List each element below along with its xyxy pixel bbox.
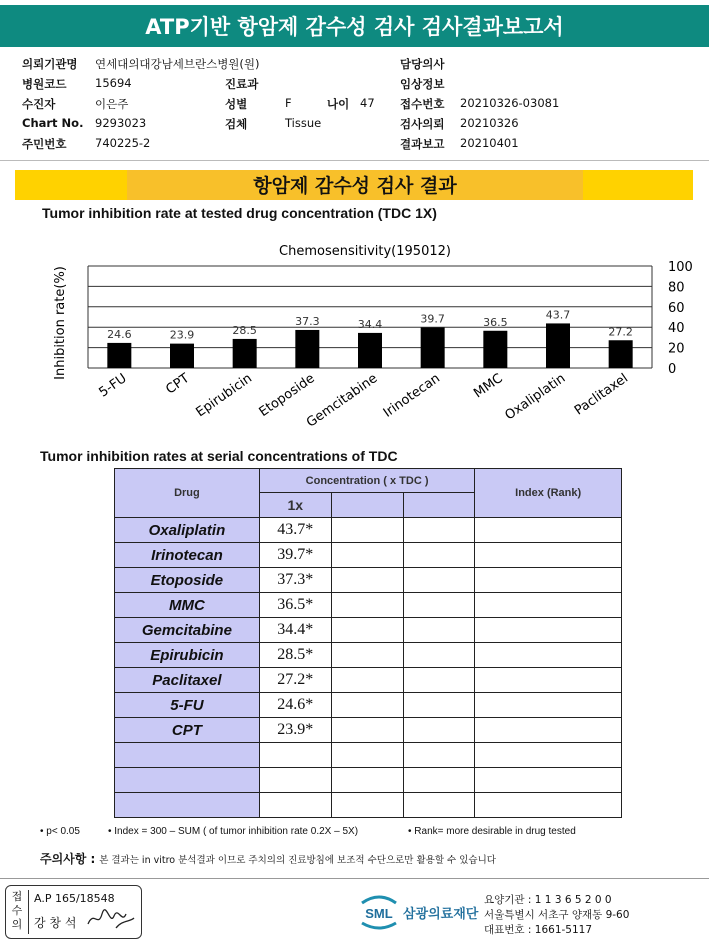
empty-conc-cell (403, 518, 475, 543)
index-cell (475, 718, 622, 743)
table-row (115, 668, 622, 693)
empty-conc-cell (331, 618, 403, 643)
age-value: 47 (360, 96, 375, 110)
results-table (114, 468, 622, 818)
value-1x-cell: 28.5* (259, 643, 331, 668)
drug-header: Drug (115, 469, 260, 518)
drug-cell (115, 768, 260, 793)
bar (358, 333, 382, 368)
index-cell (475, 668, 622, 693)
drug-cell: Etoposide (115, 568, 260, 593)
index-header: Index (Rank) (475, 469, 622, 518)
index-cell (475, 518, 622, 543)
empty-conc-cell (331, 768, 403, 793)
value-1x-cell (259, 743, 331, 768)
table-row (115, 693, 622, 718)
hospital-code-label: 병원코드 (22, 77, 67, 91)
x-tick-label: Irinotecan (380, 370, 443, 421)
y-axis-label: Inhibition rate(%) (53, 266, 68, 380)
signature-stamp (5, 885, 142, 939)
empty-conc-cell (403, 643, 475, 668)
table-row (115, 768, 622, 793)
caution-label: 주의사항 : (40, 852, 96, 866)
index-cell (475, 768, 622, 793)
value-1x-cell: 39.7* (259, 543, 331, 568)
data-label: 34.4 (357, 317, 383, 331)
report-date-label: 결과보고 (400, 137, 445, 151)
empty-conc-cell (331, 568, 403, 593)
stamp-name: 강 창 석 (34, 916, 77, 930)
empty-conc-cell (403, 693, 475, 718)
data-label: 27.2 (608, 325, 633, 339)
table-row (115, 543, 622, 568)
footer-divider (0, 878, 709, 879)
chart-title: Chemosensitivity(195012) (279, 244, 451, 259)
index-cell (475, 543, 622, 568)
drug-cell: 5-FU (115, 693, 260, 718)
chemosensitivity-chart (40, 232, 700, 432)
drug-cell: Gemcitabine (115, 618, 260, 643)
value-1x-cell: 34.4* (259, 618, 331, 643)
section2-title: Tumor inhibition rates at serial concentrations of TDC (40, 448, 398, 464)
bar (483, 331, 507, 368)
logo-text: SML (365, 906, 393, 921)
org-name: 삼광의료재단 (403, 907, 479, 922)
x-tick-label: Etoposide (256, 370, 318, 421)
conc-col-2 (331, 493, 403, 518)
drug-cell: Epirubicin (115, 643, 260, 668)
table-row (115, 618, 622, 643)
data-label: 37.3 (295, 314, 320, 328)
rrn-value: 740225-2 (95, 136, 151, 150)
doctor-label: 담당의사 (400, 57, 445, 71)
empty-conc-cell (331, 668, 403, 693)
x-tick-label: MMC (471, 370, 506, 402)
report-title: ATP기반 항암제 감수성 검사 검사결과보고서 (0, 5, 709, 47)
drug-cell: Oxaliplatin (115, 518, 260, 543)
x-tick-label: Oxaliplatin (502, 370, 569, 424)
signature-icon (86, 906, 136, 932)
bar (170, 344, 194, 368)
empty-conc-cell (331, 643, 403, 668)
y-tick-label: 80 (668, 280, 685, 296)
empty-conc-cell (331, 518, 403, 543)
empty-conc-cell (403, 618, 475, 643)
value-1x-cell (259, 793, 331, 818)
age-label: 나이 (327, 97, 350, 111)
y-tick-label: 0 (668, 362, 677, 377)
org-address: 서울특별시 서초구 양재동 9-60 (484, 909, 630, 921)
caution-row (40, 850, 496, 867)
org-contact (484, 893, 629, 938)
institution-label: 의뢰기관명 (22, 57, 78, 71)
footnote-rank: • Rank= more desirable in drug tested (408, 826, 576, 837)
sex-label: 성별 (225, 97, 248, 111)
bar (421, 328, 445, 368)
stamp-id: A.P 165/18548 (34, 892, 115, 905)
index-cell (475, 793, 622, 818)
examinee-label: 수진자 (22, 97, 56, 111)
bar (233, 339, 257, 368)
empty-conc-cell (403, 593, 475, 618)
concentration-header: Concentration ( x TDC ) (259, 469, 475, 493)
request-value: 20210326 (460, 116, 519, 130)
index-cell (475, 593, 622, 618)
bar (546, 323, 570, 368)
bar (609, 340, 633, 368)
index-cell (475, 568, 622, 593)
y-tick-label: 40 (668, 321, 685, 337)
data-label: 24.6 (107, 327, 132, 341)
x-tick-label: 5-FU (96, 370, 130, 401)
x-tick-label: Epirubicin (193, 370, 255, 421)
value-1x-cell: 23.9* (259, 718, 331, 743)
org-code: 요양기관 : 1 1 3 6 5 2 0 0 (484, 894, 612, 906)
value-1x-cell: 24.6* (259, 693, 331, 718)
data-label: 43.7 (545, 308, 571, 322)
empty-conc-cell (403, 793, 475, 818)
drug-cell: Irinotecan (115, 543, 260, 568)
data-label: 23.9 (169, 328, 195, 342)
report-date-value: 20210401 (460, 136, 519, 150)
caution-text: 본 결과는 in vitro 분석결과 이므로 주치의의 진료방침에 보조적 수단으로만 활용할 수 있습니다 (99, 855, 496, 866)
value-1x-cell: 27.2* (259, 668, 331, 693)
empty-conc-cell (331, 543, 403, 568)
x-tick-label: CPT (163, 370, 193, 398)
divider (0, 160, 709, 161)
table-row (115, 568, 622, 593)
empty-conc-cell (403, 668, 475, 693)
index-cell (475, 643, 622, 668)
section1-title: Tumor inhibition rate at tested drug concentration (TDC 1X) (42, 205, 437, 221)
specimen-label: 검체 (225, 117, 248, 131)
empty-conc-cell (331, 718, 403, 743)
rrn-label: 주민번호 (22, 137, 67, 151)
footnote-index: • Index = 300 – SUM ( of tumor inhibition rate 0.2X – 5X) (108, 826, 359, 837)
y-tick-label: 20 (668, 341, 685, 357)
conc-col-3 (403, 493, 475, 518)
receipt-label: 접수번호 (400, 97, 445, 111)
patient-info (22, 56, 709, 156)
request-label: 검사의뢰 (400, 117, 445, 131)
department-label: 진료과 (225, 77, 259, 91)
table-row (115, 743, 622, 768)
empty-conc-cell (331, 743, 403, 768)
bar (107, 343, 131, 368)
stamp-side-label: 접 수 의 (11, 890, 23, 931)
drug-cell: CPT (115, 718, 260, 743)
sml-logo-icon (358, 893, 400, 931)
table-row (115, 518, 622, 543)
drug-cell (115, 793, 260, 818)
empty-conc-cell (331, 793, 403, 818)
empty-conc-cell (331, 593, 403, 618)
data-label: 39.7 (420, 312, 445, 326)
table-row (115, 643, 622, 668)
stamp-divider (28, 890, 29, 934)
y-tick-label: 60 (668, 300, 685, 316)
empty-conc-cell (403, 768, 475, 793)
x-tick-label: Gemcitabine (303, 370, 381, 431)
index-cell (475, 743, 622, 768)
footnote-p: • p< 0.05 (40, 826, 80, 837)
table-row (115, 793, 622, 818)
value-1x-cell (259, 768, 331, 793)
examinee-value: 이은주 (95, 97, 129, 111)
x-tick-label: Paclitaxel (571, 370, 631, 419)
empty-conc-cell (331, 693, 403, 718)
value-1x-cell: 43.7* (259, 518, 331, 543)
value-1x-cell: 36.5* (259, 593, 331, 618)
org-phone: 대표번호 : 1661-5117 (484, 924, 593, 936)
conc-col-1x: 1x (259, 493, 331, 518)
table-row (115, 718, 622, 743)
empty-conc-cell (403, 543, 475, 568)
y-tick-label: 100 (668, 260, 693, 275)
institution-value: 연세대의대강남세브란스병원(원) (95, 57, 260, 71)
data-label: 28.5 (232, 323, 257, 337)
table-row (115, 593, 622, 618)
chart-no-value: 9293023 (95, 116, 147, 130)
data-label: 36.5 (483, 315, 508, 329)
drug-cell (115, 743, 260, 768)
result-header: 항암제 감수성 검사 결과 (127, 170, 583, 200)
hospital-code-value: 15694 (95, 76, 132, 90)
specimen-value: Tissue (285, 116, 322, 130)
receipt-value: 20210326-03081 (460, 96, 560, 110)
empty-conc-cell (403, 743, 475, 768)
drug-cell: Paclitaxel (115, 668, 260, 693)
empty-conc-cell (403, 568, 475, 593)
drug-cell: MMC (115, 593, 260, 618)
chart-no-label: Chart No. (22, 116, 84, 130)
clinical-label: 임상정보 (400, 77, 445, 91)
value-1x-cell: 37.3* (259, 568, 331, 593)
bar (295, 330, 319, 368)
sex-value: F (285, 96, 292, 110)
index-cell (475, 693, 622, 718)
index-cell (475, 618, 622, 643)
empty-conc-cell (403, 718, 475, 743)
